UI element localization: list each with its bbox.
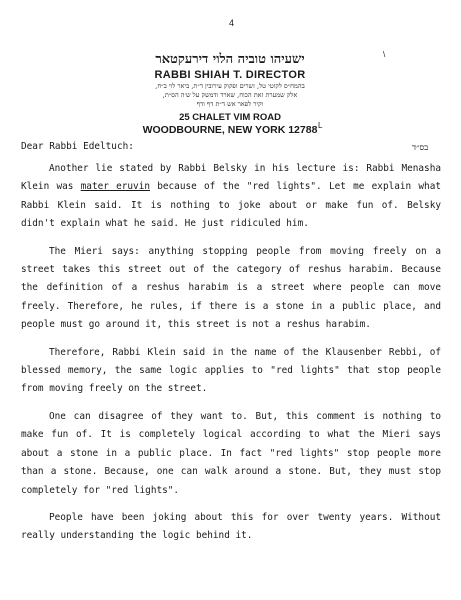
letterhead-hebrew-line: אלק שמערת זאת הכוח, שארד ודמשק על ש׳ה הס״ת,	[162, 91, 298, 99]
letterhead-hebrew-name: ישעיהו טוביה הלוי דירעקטאר	[155, 52, 305, 67]
page-number: 4	[229, 18, 235, 28]
paragraph: Therefore, Rabbi Klein said in the name of the Klausenber Rebbi, of blessed memory, the same logic applies to "red lights" that stop people from moving freely on the street.	[21, 346, 441, 395]
paragraph: People have been joking about this for over twenty years. Without really understanding the logic behind it.	[21, 511, 441, 542]
bsd-mark: בס״ד	[412, 143, 429, 153]
stray-mark: \	[383, 50, 386, 59]
paragraph	[21, 160, 441, 234]
paragraph-text: because of the "red lights". Let me explain what Rabbi Klein said. It is nothing to joke about or make fun of. Belsky didn't explain what he said. He just ridiculed him.	[21, 181, 441, 230]
letterhead-address-line-2: WOODBOURNE, NEW YORK 12788	[142, 124, 318, 136]
stray-mark: L	[318, 121, 323, 130]
letterhead-name: RABBI SHIAH T. DIRECTOR	[154, 69, 306, 81]
letterhead	[100, 52, 360, 137]
letterhead-hebrew-line: בהמח״ס לקוטי טל, זשרים ופקוק עירובין ד״ת, ביאר לוי ב״ח,	[155, 82, 305, 90]
letter-body	[21, 160, 441, 555]
underlined-term: mater eruvin	[80, 181, 150, 193]
paragraph: One can disagree of they want to. But, this comment is nothing to make fun of. It is completely logical according to what the Mieri says about a stone in a public place. In fact "red lights" stop people more than a stone. Because, one can walk around a stone. But, they must stop completely for "red lights".	[21, 410, 441, 496]
letterhead-address-line-1: 25 CHALET VIM ROAD	[179, 112, 281, 123]
paragraph-text: Another lie stated by Rabbi Belsky in his lecture is: Rabbi Menasha Klein was	[21, 163, 441, 193]
paragraph: The Mieri says: anything stopping people from moving freely on a street takes this street out of the category of reshus harabim. Because the definition of a reshus harabim is a street where people can move freely. Therefore, he rules, if there is a stone in a public place, and people must go around it, this street is not a reshus harabim.	[21, 245, 441, 331]
letterhead-hebrew-line: וקיר לפאר אש ד״ת דף ודף	[196, 100, 264, 108]
salutation: Dear Rabbi Edeltuch:	[21, 141, 134, 152]
